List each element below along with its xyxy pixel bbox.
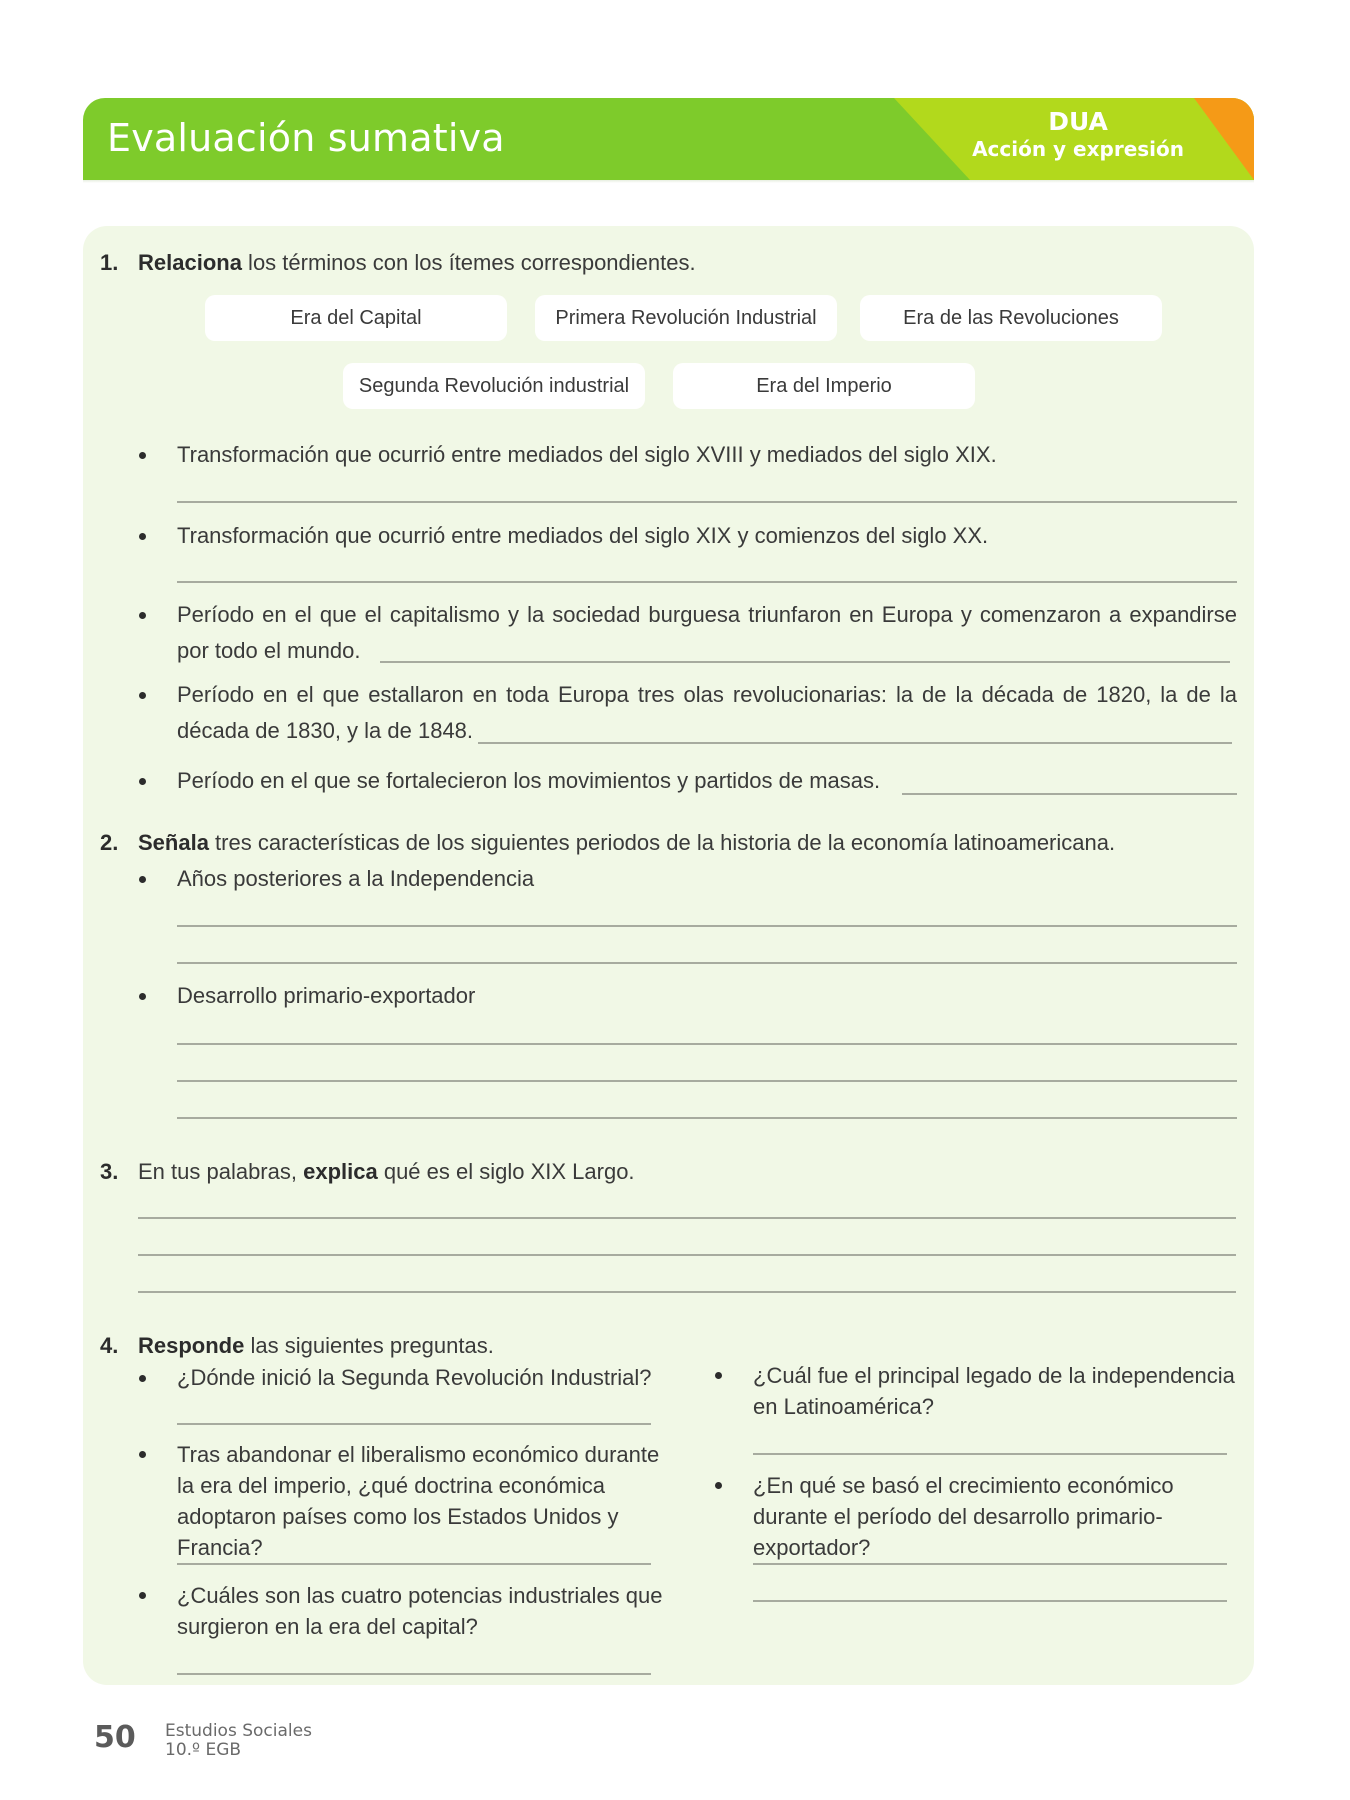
answer-line[interactable] (753, 1563, 1227, 1565)
footer-subject (165, 1722, 312, 1760)
bullet-icon (139, 612, 146, 619)
question-text: los términos con los ítemes correspondientes. (241, 250, 696, 275)
period-item (177, 861, 1237, 897)
bullet-icon (139, 876, 146, 883)
match-item-text: Período en el que el capitalismo y la sociedad burguesa triunfaron en Europa y comenzaron a expandirse por todo el mundo. (177, 602, 1237, 663)
grade-level: 10.º EGB (165, 1740, 242, 1760)
bullet-icon (139, 452, 146, 459)
question-number: 3. (100, 1159, 119, 1184)
answer-line[interactable] (177, 1423, 651, 1425)
answer-line[interactable] (177, 1080, 1237, 1082)
question-verb: explica (303, 1159, 378, 1184)
header-divider (83, 180, 1254, 183)
bullet-icon (139, 993, 146, 1000)
section-header (83, 98, 1254, 180)
answer-line[interactable] (177, 925, 1237, 927)
match-item (177, 677, 1237, 749)
question-item-text: Tras abandonar el liberalismo económico durante la era del imperio, ¿qué doctrina económica adoptaron países como los Estados Unidos y Francia? (177, 1442, 660, 1560)
bullet-icon (139, 692, 146, 699)
question-number: 2. (100, 830, 119, 855)
period-item-text: Desarrollo primario-exportador (177, 983, 476, 1008)
term-chip[interactable]: Era de las Revoluciones (860, 295, 1162, 341)
dua-badge (972, 108, 1184, 162)
answer-line[interactable] (753, 1453, 1227, 1455)
answer-line[interactable] (177, 1043, 1237, 1045)
match-item (177, 518, 1237, 554)
match-item (177, 597, 1237, 669)
question-item-text: ¿En qué se basó el crecimiento económico durante el período del desarrollo primario-exportador? (753, 1473, 1174, 1560)
question-text: tres características de los siguientes periodos de la historia de la economía latinoamericana. (208, 830, 1116, 855)
question-item (177, 1439, 667, 1563)
match-item-text: Período en el que se fortalecieron los movimientos y partidos de masas. (177, 768, 881, 793)
bullet-icon (139, 778, 146, 785)
answer-line[interactable] (902, 793, 1237, 795)
answer-line[interactable] (177, 501, 1237, 503)
question-item-text: ¿Cuál fue el principal legado de la independencia en Latinoamérica? (753, 1363, 1235, 1419)
question-item (177, 1580, 667, 1642)
bullet-icon (139, 1592, 146, 1599)
period-item-text: Años posteriores a la Independencia (177, 866, 535, 891)
answer-line[interactable] (138, 1291, 1236, 1293)
question-item (753, 1470, 1243, 1563)
dua-badge-title: DUA (1048, 107, 1108, 136)
question-1-heading (100, 250, 696, 276)
question-item (177, 1360, 662, 1396)
question-text: qué es el siglo XIX Largo. (377, 1159, 635, 1184)
section-title: Evaluación sumativa (107, 116, 505, 160)
period-item (177, 978, 1237, 1014)
term-chip[interactable]: Era del Imperio (673, 363, 975, 409)
question-3-heading (100, 1159, 635, 1185)
bullet-icon (715, 1372, 722, 1379)
term-chip[interactable]: Era del Capital (205, 295, 507, 341)
question-item (753, 1360, 1243, 1422)
bullet-icon (139, 1375, 146, 1382)
match-item-text: Transformación que ocurrió entre mediados del siglo XVIII y mediados del siglo XIX. (177, 442, 997, 467)
bullet-icon (715, 1482, 722, 1489)
question-number: 4. (100, 1333, 119, 1358)
match-item-text: Transformación que ocurrió entre mediados del siglo XIX y comienzos del siglo XX. (177, 523, 989, 548)
answer-line[interactable] (177, 581, 1237, 583)
answer-line[interactable] (753, 1600, 1227, 1602)
question-text: las siguientes preguntas. (244, 1333, 494, 1358)
answer-line[interactable] (177, 1673, 651, 1675)
question-verb: Señala (138, 830, 209, 855)
term-chip[interactable]: Segunda Revolución industrial (343, 363, 645, 409)
question-item-text: ¿Cuáles son las cuatro potencias industriales que surgieron en la era del capital? (177, 1583, 663, 1639)
answer-line[interactable] (177, 962, 1237, 964)
answer-line[interactable] (138, 1254, 1236, 1256)
answer-line[interactable] (380, 661, 1230, 663)
answer-line[interactable] (177, 1563, 651, 1565)
question-verb: Responde (138, 1333, 245, 1358)
page-number: 50 (94, 1720, 136, 1755)
match-item-text: Período en el que estallaron en toda Europa tres olas revolucionarias: la de la década de 1820, la de la década de 1830, y la de 1848. (177, 682, 1237, 743)
question-verb: Relaciona (138, 250, 242, 275)
bullet-icon (139, 1451, 146, 1458)
question-number: 1. (100, 250, 119, 275)
question-2-heading (100, 830, 1115, 856)
match-item (177, 437, 1237, 473)
answer-line[interactable] (138, 1217, 1236, 1219)
answer-line[interactable] (177, 1117, 1237, 1119)
term-chip[interactable]: Primera Revolución Industrial (535, 295, 837, 341)
dua-badge-subtitle: Acción y expresión (972, 137, 1184, 161)
subject-name: Estudios Sociales (165, 1721, 312, 1741)
question-4-heading (100, 1333, 494, 1359)
question-item-text: ¿Dónde inició la Segunda Revolución Industrial? (177, 1365, 652, 1390)
answer-line[interactable] (478, 742, 1232, 744)
question-text-pre: En tus palabras, (138, 1159, 304, 1184)
bullet-icon (139, 533, 146, 540)
